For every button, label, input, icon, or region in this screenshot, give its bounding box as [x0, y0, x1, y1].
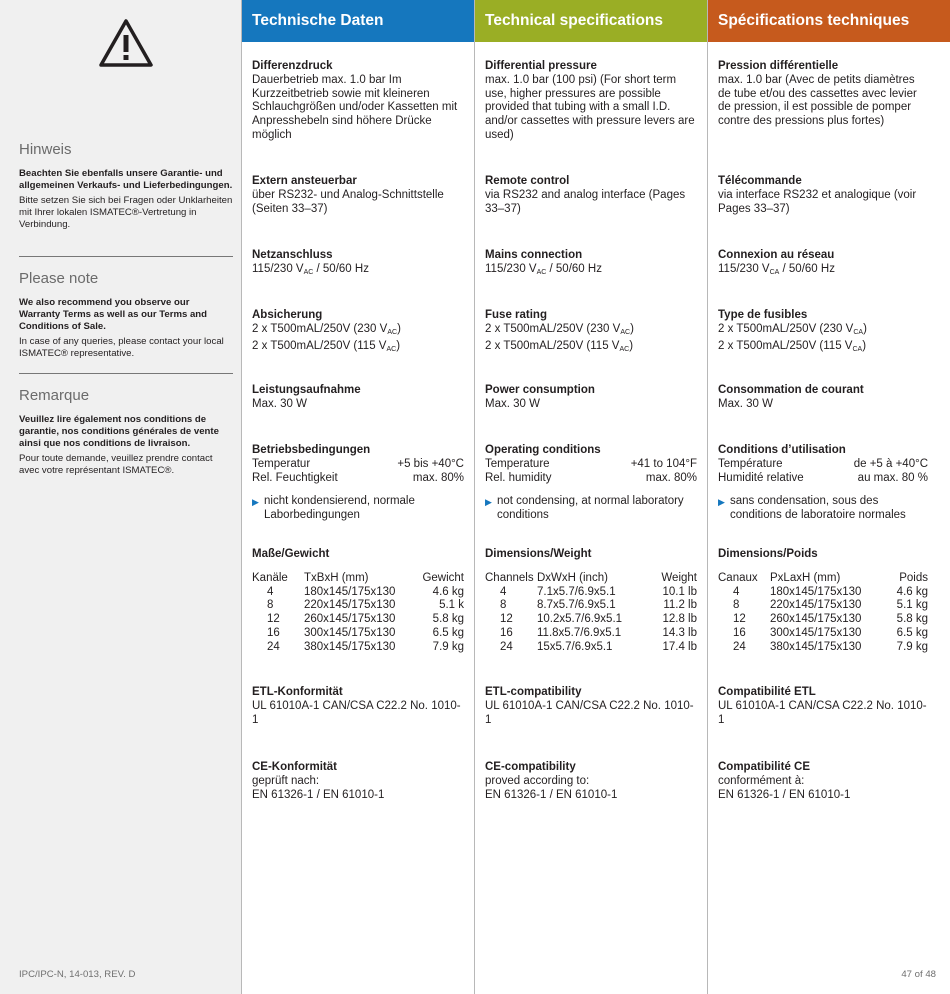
condition-note	[252, 495, 464, 523]
temperature-row	[252, 458, 464, 472]
table-cell: 7.9 kg	[432, 640, 464, 653]
text-fragment: Rel. Feuchtigkeit	[252, 471, 338, 484]
section-label: Pression différentielle	[718, 60, 839, 72]
table-cell: 220x145/175x130	[304, 599, 396, 612]
section-etl	[718, 686, 928, 727]
table-cell: 12	[500, 613, 513, 626]
text-fragment: Temperatur	[252, 457, 311, 470]
table-cell: 260x145/175x130	[304, 613, 396, 626]
section-text: geprüft nach:	[252, 774, 320, 787]
section-pressure	[485, 60, 697, 143]
section-label: Absicherung	[252, 309, 323, 321]
table-cell: 17.4 lb	[662, 640, 697, 653]
temperature-row	[718, 458, 928, 472]
mains-value	[718, 263, 928, 280]
section-label: ETL-compatibility	[485, 686, 582, 698]
section-text: EN 61326-1 / EN 61010-1	[718, 788, 851, 801]
text-fragment: Température	[718, 457, 783, 470]
fuse-value	[252, 340, 464, 357]
section-operating	[485, 444, 697, 523]
section-text: max. 1.0 bar (100 psi) (For short term use, higher pressures are possible provided that tubing with a small I.D. and/or cassettes with pressure levers are used)	[485, 73, 695, 141]
text-fragment: Temperature	[485, 457, 550, 470]
notes-sidebar	[0, 0, 242, 994]
text-fragment: AC	[536, 268, 547, 276]
divider	[19, 373, 233, 374]
section-mains	[485, 249, 697, 280]
section-text: UL 61010A-1 CAN/CSA C22.2 No. 1010-1	[252, 699, 461, 726]
section-label: Compatibilité CE	[718, 761, 811, 773]
dimensions-table-header	[718, 572, 928, 586]
section-remote	[485, 175, 697, 216]
column-header: Technical specifications	[475, 0, 707, 42]
note-text: In case of any queries, please contact your local ISMATEC® representative.	[19, 336, 224, 359]
table-cell: 10.1 lb	[662, 585, 697, 598]
section-label: Fuse rating	[485, 309, 547, 321]
section-label: Differential pressure	[485, 60, 597, 72]
table-cell: 8.7x5.7/6.9x5.1	[537, 599, 616, 612]
section-label: Netzanschluss	[252, 249, 333, 261]
fuse-value	[718, 340, 928, 357]
text-fragment: AC	[619, 345, 630, 353]
section-label: Compatibilité ETL	[718, 686, 816, 698]
section-ce	[718, 761, 928, 802]
text-fragment: / 50/60 Hz	[779, 262, 835, 275]
section-label: Consommation de courant	[718, 384, 864, 396]
section-label: Leistungsaufnahme	[252, 384, 361, 396]
table-cell: 300x145/175x130	[304, 626, 396, 639]
text-fragment: 2 x T500mAL/250V (115 V	[718, 339, 853, 352]
section-mains	[718, 249, 928, 280]
text-fragment: Gewicht	[422, 571, 464, 584]
section-text: max. 1.0 bar (Avec de petits diamètres de tube et/ou des cassettes avec levier de pression, il est possible de pomper contre des pressions plus fortes)	[718, 73, 917, 128]
table-row	[252, 599, 464, 613]
table-cell: 12	[733, 613, 746, 626]
page-number: 47 of 48	[901, 969, 936, 980]
table-cell: 8	[267, 599, 274, 612]
section-label: Extern ansteuerbar	[252, 175, 357, 187]
note-title: Please note	[19, 270, 99, 287]
table-cell: 24	[500, 640, 513, 653]
table-cell: 8	[733, 599, 740, 612]
column-header: Spécifications techniques	[708, 0, 950, 42]
table-cell: 16	[267, 626, 280, 639]
table-cell: 380x145/175x130	[304, 640, 396, 653]
temperature-row	[485, 458, 697, 472]
table-row	[718, 627, 928, 641]
table-cell: 300x145/175x130	[770, 626, 862, 639]
warning-triangle-icon	[98, 18, 154, 68]
text-fragment: CA	[769, 268, 780, 276]
section-dimensions	[718, 548, 928, 655]
note-title: Hinweis	[19, 141, 72, 158]
section-text: über RS232- und Analog-Schnittstelle (Seiten 33–37)	[252, 188, 444, 215]
section-text: conformément à:	[718, 774, 805, 787]
section-text: via interface RS232 et analogique (voir Pages 33–37)	[718, 188, 917, 215]
section-dimensions	[252, 548, 464, 655]
note-block-french	[19, 387, 233, 477]
text-fragment: )	[629, 339, 634, 352]
note-text: Pour toute demande, veuillez prendre contact avec votre représentant ISMATEC®.	[19, 453, 213, 476]
dimensions-table-body	[252, 586, 464, 655]
table-row	[485, 599, 697, 613]
humidity-row	[718, 472, 928, 486]
note-bold-text: Veuillez lire également nos conditions de garantie, nos conditions générales de vente ainsi que nos conditions de livraison.	[19, 414, 219, 449]
text-fragment: Kanäle	[252, 571, 288, 584]
table-row	[252, 586, 464, 600]
section-text: EN 61326-1 / EN 61010-1	[252, 788, 385, 801]
section-text: Dauerbetrieb max. 1.0 bar Im Kurzzeitbetrieb sowie mit kleineren Schlauchgrößen und/oder Kassetten mit Anpresshebeln sind höhere Drücke möglich	[252, 73, 458, 141]
text-fragment: Canaux	[718, 571, 758, 584]
mains-value	[485, 263, 697, 280]
note-bold-text: We also recommend you observe our Warranty Terms as well as our Terms and Conditions of Sale.	[19, 297, 208, 332]
text-fragment: 2 x T500mAL/250V (230 V	[252, 322, 388, 335]
text-fragment: AC	[387, 328, 398, 336]
table-cell: 380x145/175x130	[770, 640, 862, 653]
text-fragment: max. 80%	[645, 471, 697, 484]
section-etl	[252, 686, 464, 727]
text-fragment: +41 to 104°F	[630, 457, 697, 470]
section-fuse	[485, 309, 697, 356]
section-label: Operating conditions	[485, 444, 601, 456]
dimensions-table-header	[252, 572, 464, 586]
text-fragment: CA	[853, 328, 864, 336]
section-operating	[718, 444, 928, 523]
column-french	[708, 0, 950, 994]
play-triangle-icon: ▶	[485, 497, 492, 508]
text-fragment: Weight	[661, 571, 697, 584]
play-triangle-icon: ▶	[252, 497, 259, 508]
section-label: Dimensions/Poids	[718, 548, 818, 560]
section-ce	[252, 761, 464, 802]
table-row	[252, 613, 464, 627]
section-text: proved according to:	[485, 774, 590, 787]
text-fragment: / 50/60 Hz	[313, 262, 369, 275]
table-row	[485, 627, 697, 641]
section-pressure	[252, 60, 464, 143]
section-etl	[485, 686, 697, 727]
mains-value	[252, 263, 464, 280]
text-fragment: Channels	[485, 571, 534, 584]
text-fragment: AC	[303, 268, 314, 276]
text-fragment: sans condensation, sous des conditions de laboratoire normales	[730, 495, 906, 522]
table-row	[252, 641, 464, 655]
table-cell: 14.3 lb	[662, 626, 697, 639]
table-row	[718, 599, 928, 613]
note-block-english	[19, 270, 233, 360]
table-cell: 260x145/175x130	[770, 613, 862, 626]
table-cell: 11.2 lb	[663, 599, 697, 612]
table-cell: 24	[733, 640, 746, 653]
section-ce	[485, 761, 697, 802]
table-row	[252, 627, 464, 641]
section-label: Télécommande	[718, 175, 802, 187]
section-label: Dimensions/Weight	[485, 548, 592, 560]
fuse-value	[485, 323, 697, 340]
text-fragment: max. 80%	[412, 471, 464, 484]
table-cell: 6.5 kg	[896, 626, 928, 639]
section-remote	[252, 175, 464, 216]
table-cell: 7.1x5.7/6.9x5.1	[537, 585, 616, 598]
dimensions-table-body	[718, 586, 928, 655]
text-fragment: nicht kondensierend, normale Laborbedingungen	[264, 495, 415, 522]
fuse-value	[718, 323, 928, 340]
text-fragment: 115/230 V	[718, 262, 770, 275]
text-fragment: Poids	[899, 571, 928, 584]
section-text: UL 61010A-1 CAN/CSA C22.2 No. 1010-1	[485, 699, 694, 726]
table-cell: 15x5.7/6.9x5.1	[537, 640, 613, 653]
section-label: ETL-Konformität	[252, 686, 343, 698]
section-label: Conditions d’utilisation	[718, 444, 846, 456]
column-english	[475, 0, 708, 994]
text-fragment: )	[397, 322, 401, 335]
section-text: Max. 30 W	[252, 397, 307, 410]
table-cell: 4	[733, 585, 740, 598]
section-label: CE-compatibility	[485, 761, 576, 773]
note-bold-text: Beachten Sie ebenfalls unsere Garantie- und allgemeinen Verkaufs- und Lieferbedingungen.	[19, 168, 233, 191]
humidity-row	[252, 472, 464, 486]
text-fragment: 2 x T500mAL/250V (115 V	[252, 339, 387, 352]
text-fragment: AC	[620, 328, 631, 336]
text-fragment: de +5 à +40°C	[853, 457, 928, 470]
section-fuse	[718, 309, 928, 356]
dimensions-table-header	[485, 572, 697, 586]
text-fragment: +5 bis +40°C	[397, 457, 464, 470]
table-cell: 220x145/175x130	[770, 599, 862, 612]
text-fragment: 2 x T500mAL/250V (230 V	[718, 322, 854, 335]
table-cell: 5.8 kg	[432, 613, 464, 626]
section-label: CE-Konformität	[252, 761, 337, 773]
text-fragment: Humidité relative	[718, 471, 804, 484]
table-cell: 4.6 kg	[896, 585, 928, 598]
fuse-value	[252, 323, 464, 340]
section-dimensions	[485, 548, 697, 655]
section-text: Max. 30 W	[718, 397, 773, 410]
table-cell: 11.8x5.7/6.9x5.1	[537, 626, 622, 639]
table-cell: 180x145/175x130	[304, 585, 396, 598]
divider	[19, 256, 233, 257]
table-cell: 10.2x5.7/6.9x5.1	[537, 613, 623, 626]
table-cell: 4	[500, 585, 507, 598]
section-label: Remote control	[485, 175, 570, 187]
table-cell: 12	[267, 613, 280, 626]
column-german	[242, 0, 475, 994]
text-fragment: PxLaxH (mm)	[770, 571, 841, 584]
table-cell: 8	[500, 599, 507, 612]
section-power	[252, 384, 464, 412]
column-header: Technische Daten	[242, 0, 474, 42]
table-cell: 16	[733, 626, 746, 639]
section-label: Power consumption	[485, 384, 595, 396]
humidity-row	[485, 472, 697, 486]
section-label: Betriebsbedingungen	[252, 444, 371, 456]
table-cell: 6.5 kg	[432, 626, 464, 639]
table-cell: 4	[267, 585, 274, 598]
text-fragment: TxBxH (mm)	[304, 571, 369, 584]
section-operating	[252, 444, 464, 523]
document-id: IPC/IPC-N, 14-013, REV. D	[19, 969, 136, 980]
table-row	[718, 613, 928, 627]
section-power	[485, 384, 697, 412]
section-pressure	[718, 60, 928, 129]
text-fragment: au max. 80 %	[857, 471, 928, 484]
text-fragment: AC	[386, 345, 397, 353]
table-cell: 7.9 kg	[896, 640, 928, 653]
text-fragment: 115/230 V	[252, 262, 304, 275]
text-fragment: )	[863, 322, 867, 335]
text-fragment: / 50/60 Hz	[546, 262, 602, 275]
section-text: UL 61010A-1 CAN/CSA C22.2 No. 1010-1	[718, 699, 927, 726]
table-row	[718, 641, 928, 655]
text-fragment: 2 x T500mAL/250V (115 V	[485, 339, 620, 352]
section-text: Max. 30 W	[485, 397, 540, 410]
table-cell: 24	[267, 640, 280, 653]
table-cell: 16	[500, 626, 513, 639]
condition-note	[718, 495, 928, 523]
section-label: Connexion au réseau	[718, 249, 835, 261]
table-cell: 180x145/175x130	[770, 585, 862, 598]
section-remote	[718, 175, 928, 216]
table-cell: 12.8 lb	[662, 613, 697, 626]
section-label: Maße/Gewicht	[252, 548, 330, 560]
text-fragment: CA	[852, 345, 863, 353]
section-mains	[252, 249, 464, 280]
section-label: Differenzdruck	[252, 60, 333, 72]
dimensions-table-body	[485, 586, 697, 655]
text-fragment: )	[396, 339, 401, 352]
section-text: EN 61326-1 / EN 61010-1	[485, 788, 618, 801]
condition-note	[485, 495, 697, 523]
text-fragment: Rel. humidity	[485, 471, 552, 484]
text-fragment: )	[862, 339, 867, 352]
note-text: Bitte setzen Sie sich bei Fragen oder Unklarheiten mit Ihrer lokalen ISMATEC®-Vertretung in Verbindung.	[19, 195, 233, 230]
fuse-value	[485, 340, 697, 357]
section-label: Mains connection	[485, 249, 583, 261]
table-row	[718, 586, 928, 600]
section-label: Type de fusibles	[718, 309, 808, 321]
table-cell: 5.1 kg	[896, 599, 928, 612]
table-cell: 5.1 k	[439, 599, 464, 612]
table-row	[485, 641, 697, 655]
note-title: Remarque	[19, 387, 90, 404]
section-power	[718, 384, 928, 412]
text-fragment: )	[630, 322, 634, 335]
note-block-german	[19, 141, 233, 231]
table-row	[485, 586, 697, 600]
section-text: via RS232 and analog interface (Pages 33–37)	[485, 188, 686, 215]
text-fragment: not condensing, at normal laboratory conditions	[497, 495, 684, 522]
text-fragment: DxWxH (inch)	[537, 571, 608, 584]
section-fuse	[252, 309, 464, 356]
play-triangle-icon: ▶	[718, 497, 725, 508]
text-fragment: 115/230 V	[485, 262, 537, 275]
table-cell: 5.8 kg	[896, 613, 928, 626]
table-cell: 4.6 kg	[432, 585, 464, 598]
text-fragment: 2 x T500mAL/250V (230 V	[485, 322, 621, 335]
table-row	[485, 613, 697, 627]
